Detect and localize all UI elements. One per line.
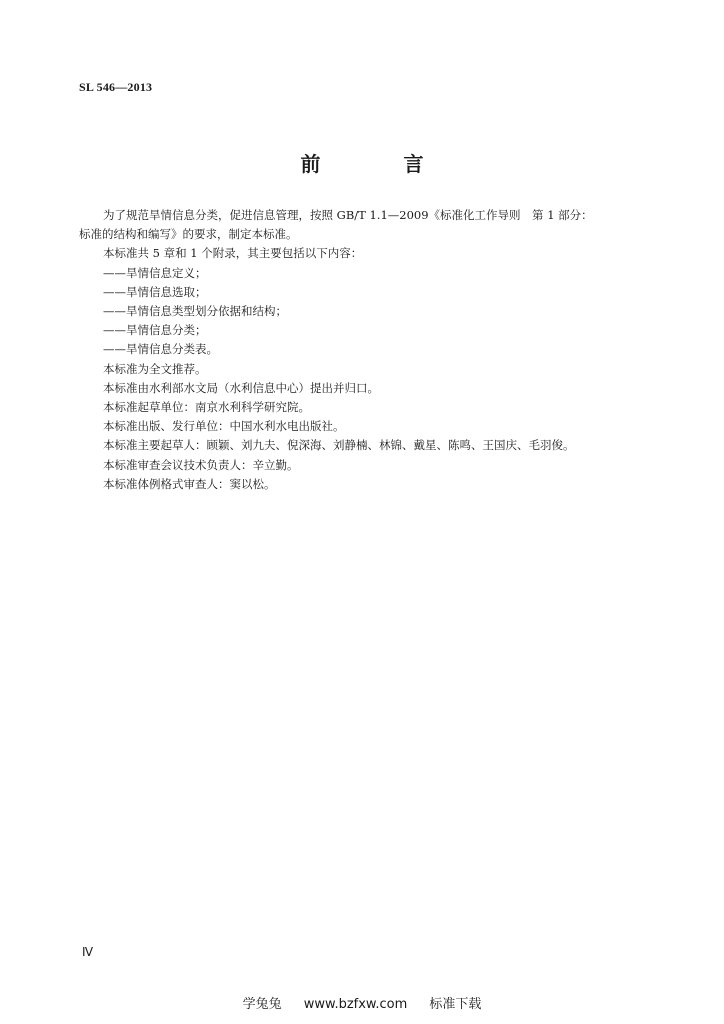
standard-code-header: SL 546—2013 [79,80,153,94]
watermark-footer [0,993,724,1012]
paragraph: 为了规范旱情信息分类，促进信息管理，按照 GB/T 1.1—2009《标准化工作导则 第 1 部分： [103,208,593,222]
list-item: ——旱情信息分类； [103,323,207,338]
paragraph: 本标准体例格式审查人：窦以松。 [103,476,276,491]
paragraph: 本标准为全文推荐。 [103,361,207,376]
paragraph: 本标准共 5 章和 1 个附录，其主要包括以下内容： [103,246,363,261]
paragraph: 本标准审查会议技术负责人：辛立勤。 [103,457,299,472]
list-item: ——旱情信息类型划分依据和结构； [103,304,287,319]
watermark-tagline: 标准下载 [429,997,482,1012]
page-title: 前 言 [300,152,462,176]
paragraph: 标准的结构和编写》的要求，制定本标准。 [79,227,298,242]
list-item: ——旱情信息选取； [103,284,207,299]
paragraph: 本标准主要起草人：顾颖、刘九夫、倪深海、刘静楠、林锦、戴星、陈鸣、王国庆、毛羽俊。 [103,438,575,453]
page-number: Ⅳ [82,945,94,959]
list-item: ——旱情信息定义； [103,265,207,280]
foreword-body [79,206,655,494]
paragraph: 本标准起草单位：南京水利科学研究院。 [103,400,310,415]
paragraph: 本标准由水利部水文局（水利信息中心）提出并归口。 [103,380,379,395]
paragraph: 本标准出版、发行单位：中国水利水电出版社。 [103,419,345,434]
watermark-url[interactable]: www.bzfxw.com [303,997,408,1012]
watermark-site-name: 学兔兔 [242,997,282,1012]
list-item: ——旱情信息分类表。 [103,342,218,357]
